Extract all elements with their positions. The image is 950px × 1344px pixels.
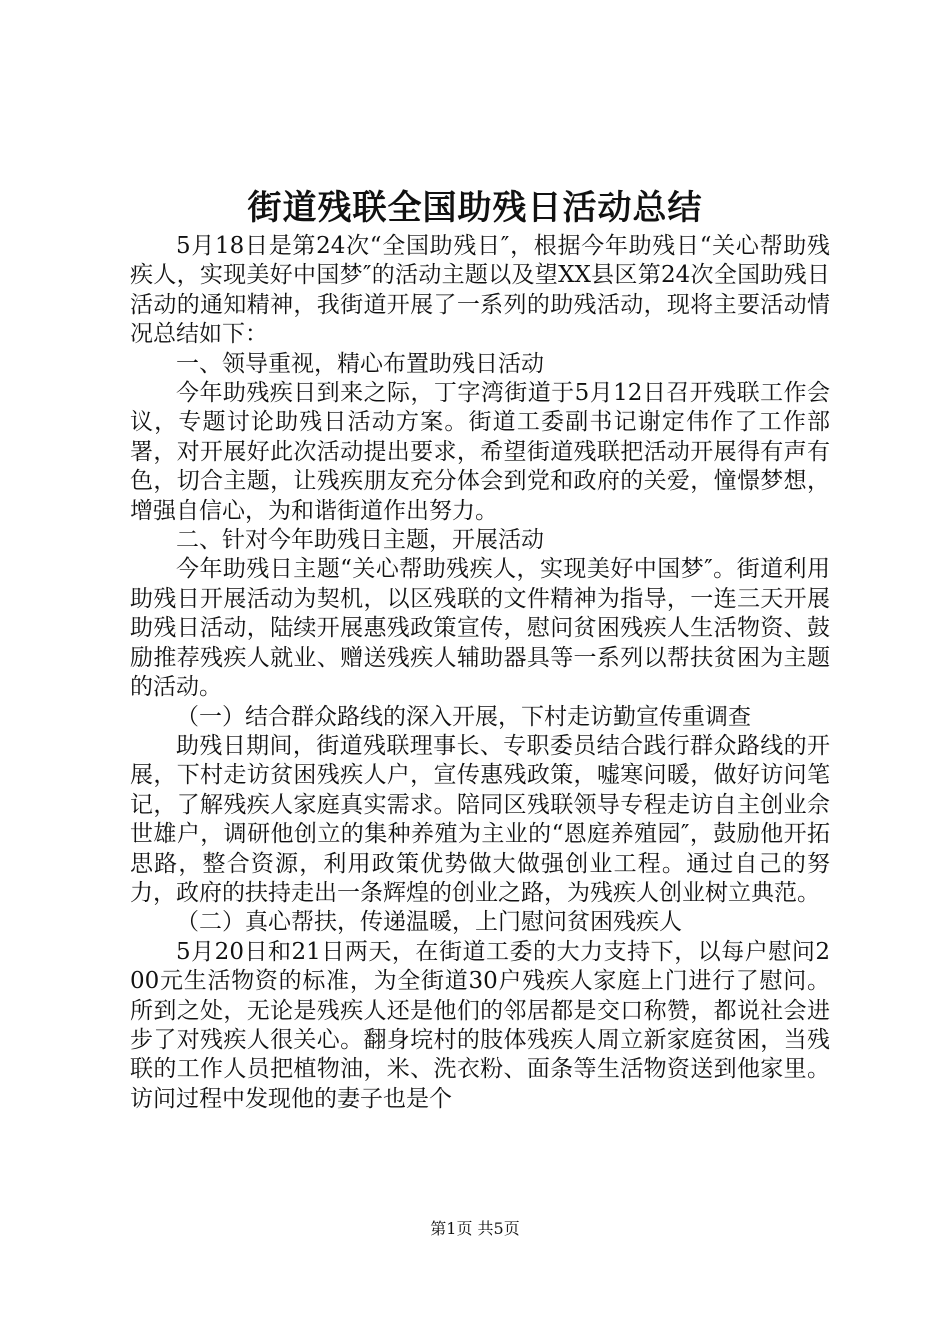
body-paragraph: 助残日期间，街道残联理事长、专职委员结合践行群众路线的开展，下村走访贫困残疾人户，宣传惠残政策，嘘寒问暖，做好访问笔记，了解残疾人家庭真实需求。陪同区残联领导专程走访自主创业佘世雄户，调研他创立的集种养殖为主业的“恩庭养殖园″，鼓励他开拓思路，整合资源，利用政策优势做大做强创业工程。通过自己的努力，政府的扶持走出一条辉煌的创业之路，为残疾人创业树立典范。 [130, 732, 830, 906]
section-heading-1: 一、领导重视，精心布置助残日活动 [176, 350, 544, 377]
section-heading-2: 二、针对今年助残日主题，开展活动 [176, 527, 544, 554]
document-title: 街道残联全国助残日活动总结 [247, 188, 703, 228]
body-paragraph: 今年助残疾日到来之际，丁字湾街道于5月12日召开残联工作会议，专题讨论助残日活动方案。街道工委副书记谢定伟作了工作部署，对开展好此次活动提出要求，希望街道残联把活动开展得有声有色，切合主题，让残疾朋友充分体会到党和政府的关爱，憧憬梦想，增强自信心，为和谐街道作出努力。 [130, 380, 830, 524]
body-paragraph: 5月20日和21日两天，在街道工委的大力支持下，以每户慰问200元生活物资的标准，为全街道30户残疾人家庭上门进行了慰问。所到之处，无论是残疾人还是他们的邻居都是交口称赞，都说社会进步了对残疾人很关心。翻身垸村的肢体残疾人周立新家庭贫困，当残联的工作人员把植物油，米、洗衣粉、面条等生活物资送到他家里。访问过程中发现他的妻子也是个 [130, 938, 830, 1112]
intro-paragraph: 5月18日是第24次“全国助残日″，根据今年助残日“关心帮助残疾人，实现美好中国梦″的活动主题以及望XX县区第24次全国助残日活动的通知精神，我街道开展了一系列的助残活动，现将主要活动情况总结如下： [130, 233, 830, 348]
subsection-heading-2: （二）真心帮扶，传递温暖，上门慰问贫困残疾人 [176, 909, 682, 936]
page-number-footer: 第1页 共5页 [430, 1219, 520, 1238]
body-paragraph: 今年助残日主题“关心帮助残疾人，实现美好中国梦″。街道利用助残日开展活动为契机，以区残联的文件精神为指导，一连三天开展助残日活动，陆续开展惠残政策宣传，慰问贫困残疾人生活物资、鼓励推荐残疾人就业、赠送残疾人辅助器具等一系列以帮扶贫困为主题的活动。 [130, 556, 830, 701]
subsection-heading-1: （一）结合群众路线的深入开展，下村走访勤宣传重调查 [176, 703, 751, 730]
document-body [130, 232, 830, 1114]
